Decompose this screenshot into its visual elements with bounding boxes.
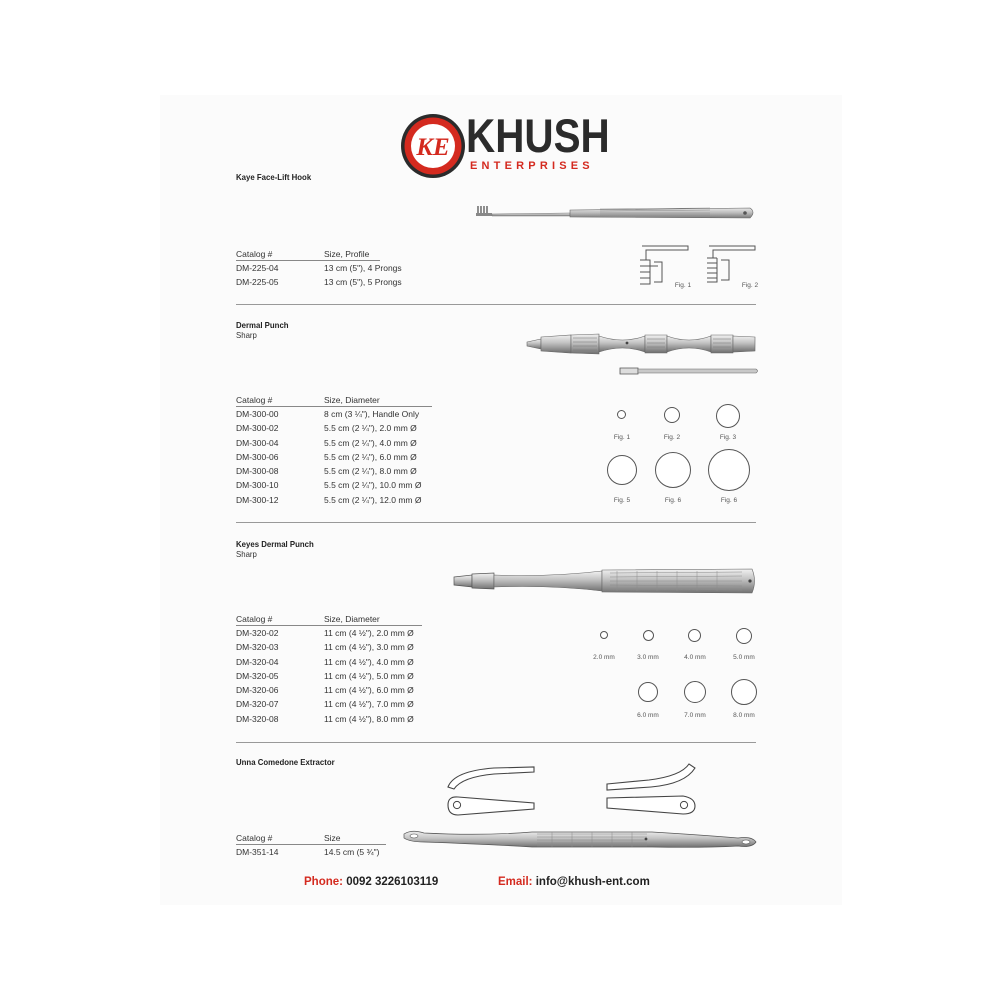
table-row: [236, 712, 422, 726]
size-value: 5.5 cm (2 ¼"), 10.0 mm Ø: [324, 480, 422, 491]
catalog-number: DM-300-12: [236, 494, 279, 505]
header-size: Size, Diameter: [324, 395, 380, 405]
dermal-punch-table: [236, 394, 432, 507]
size-value: 5.5 cm (2 ¼"), 2.0 mm Ø: [324, 423, 417, 434]
size-value: 5.5 cm (2 ¼"), 8.0 mm Ø: [324, 466, 417, 477]
table-row: [236, 464, 432, 478]
catalog-number: DM-320-07: [236, 699, 279, 710]
figure-label: Fig. 2: [663, 434, 681, 441]
catalog-number: DM-300-00: [236, 409, 279, 419]
figure-label: Fig. 3: [719, 434, 737, 441]
table-header: [236, 832, 386, 845]
figure-label: 4.0 mm: [684, 654, 706, 661]
brand-monogram-badge: [399, 112, 467, 180]
punch-diameter-figure: [617, 410, 626, 419]
figure-label: 6.0 mm: [637, 712, 659, 719]
figure-label: Fig. 6: [720, 497, 738, 504]
brand-monogram: KE: [416, 134, 450, 161]
catalog-number: DM-320-06: [236, 685, 279, 696]
table-row: [236, 683, 422, 697]
catalog-number: DM-300-02: [236, 423, 279, 434]
size-value: 11 cm (4 ½"), 6.0 mm Ø: [324, 685, 414, 696]
figure-label: 8.0 mm: [733, 712, 755, 719]
punch-diameter-figure: [688, 629, 701, 642]
catalog-number: DM-300-08: [236, 466, 279, 477]
table-row: [236, 640, 422, 654]
catalog-number: DM-351-14: [236, 847, 279, 857]
header-catalog: Catalog #: [236, 614, 273, 624]
size-value: 8 cm (3 ¼"), Handle Only: [324, 409, 420, 419]
catalog-number: DM-300-06: [236, 451, 279, 462]
phone-label: Phone:: [304, 876, 343, 888]
figure-label: Fig. 2: [741, 282, 759, 289]
table-header: [236, 248, 380, 261]
figure-label: 3.0 mm: [637, 654, 659, 661]
catalog-number: DM-225-05: [236, 277, 279, 288]
unna-extractor-table: [236, 832, 386, 859]
punch-diameter-figure: [708, 449, 750, 491]
size-value: 11 cm (4 ½"), 2.0 mm Ø: [324, 628, 414, 638]
size-value: 13 cm (5"), 5 Prongs: [324, 277, 402, 288]
punch-diameter-figure: [638, 682, 658, 702]
email-address[interactable]: info@khush-ent.com: [535, 876, 650, 888]
extractor-end-left-figure: [444, 765, 540, 823]
email-label: Email:: [498, 876, 533, 888]
kaye-hook-table: [236, 248, 402, 290]
table-row: [236, 626, 422, 640]
size-value: 5.5 cm (2 ¼"), 4.0 mm Ø: [324, 437, 417, 448]
catalog-number: DM-225-04: [236, 263, 279, 273]
size-value: 11 cm (4 ½"), 4.0 mm Ø: [324, 656, 414, 667]
table-row: [236, 669, 422, 683]
phone-number[interactable]: 0092 3226103119: [346, 876, 439, 888]
table-row: [236, 407, 432, 421]
catalog-number: DM-300-04: [236, 437, 279, 448]
size-value: 11 cm (4 ½"), 5.0 mm Ø: [324, 670, 414, 681]
catalog-number: DM-320-03: [236, 642, 279, 653]
header-size: Size, Profile: [324, 249, 370, 259]
table-row: [236, 478, 432, 492]
brand-tagline: ENTERPRISES: [470, 160, 594, 172]
figure-label: Fig. 1: [613, 434, 631, 441]
punch-diameter-figure: [716, 404, 740, 428]
header-size: Size, Diameter: [324, 614, 380, 624]
dermal-punch-tip-image: [618, 364, 760, 378]
table-row: [236, 421, 432, 435]
section-divider: [236, 522, 756, 523]
table-row: [236, 493, 432, 507]
punch-diameter-figure: [600, 631, 608, 639]
catalog-number: DM-320-08: [236, 713, 279, 724]
catalog-number: DM-320-04: [236, 656, 279, 667]
keyes-punch-instrument-image: [452, 566, 760, 596]
table-row: [236, 436, 432, 450]
table-row: [236, 655, 422, 669]
footer-phone: [304, 876, 438, 888]
size-value: 11 cm (4 ½"), 8.0 mm Ø: [324, 713, 414, 724]
section-title-kaye-hook: Kaye Face-Lift Hook: [236, 172, 312, 182]
brand-name: KHUSH: [466, 109, 610, 162]
figure-label: Fig. 5: [613, 497, 631, 504]
figure-label: 5.0 mm: [733, 654, 755, 661]
header-catalog: Catalog #: [236, 833, 273, 843]
punch-diameter-figure: [684, 681, 706, 703]
header-size: Size: [324, 833, 341, 843]
catalog-number: DM-320-05: [236, 670, 279, 681]
header-catalog: Catalog #: [236, 249, 273, 259]
section-divider: [236, 304, 756, 305]
punch-diameter-figure: [607, 455, 637, 485]
table-row: [236, 261, 402, 275]
extractor-end-right-figure: [603, 762, 699, 822]
punch-diameter-figure: [643, 630, 654, 641]
figure-label: Fig. 6: [664, 497, 682, 504]
figure-label: Fig. 1: [674, 282, 692, 289]
table-row: [236, 275, 402, 289]
table-row: [236, 845, 386, 859]
figure-label: 2.0 mm: [593, 654, 615, 661]
size-value: 5.5 cm (2 ¼"), 6.0 mm Ø: [324, 451, 417, 462]
section-subtitle: Sharp: [236, 330, 257, 340]
catalog-number: DM-300-10: [236, 480, 279, 491]
punch-diameter-figure: [731, 679, 757, 705]
header-catalog: Catalog #: [236, 395, 273, 405]
table-row: [236, 450, 432, 464]
keyes-punch-table: [236, 613, 422, 726]
punch-diameter-figure: [655, 452, 691, 488]
footer-email: [498, 876, 650, 888]
table-header: [236, 613, 422, 626]
size-value: 11 cm (4 ½"), 7.0 mm Ø: [324, 699, 414, 710]
section-divider: [236, 742, 756, 743]
unna-extractor-instrument-image: [402, 826, 758, 852]
size-value: 14.5 cm (5 ¾"): [324, 847, 380, 857]
size-value: 13 cm (5"), 4 Prongs: [324, 263, 402, 273]
table-header: [236, 394, 432, 407]
figure-label: 7.0 mm: [684, 712, 706, 719]
punch-diameter-figure: [664, 407, 680, 423]
kaye-hook-instrument-image: [470, 200, 760, 228]
size-value: 11 cm (4 ½"), 3.0 mm Ø: [324, 642, 414, 653]
table-row: [236, 697, 422, 711]
section-title-unna-extractor: Unna Comedone Extractor: [236, 757, 335, 767]
punch-diameter-figure: [736, 628, 752, 644]
size-value: 5.5 cm (2 ¼"), 12.0 mm Ø: [324, 494, 422, 505]
section-title-dermal-punch: Dermal Punch: [236, 320, 289, 330]
section-subtitle: Sharp: [236, 549, 257, 559]
dermal-punch-handle-image: [527, 331, 759, 357]
catalog-number: DM-320-02: [236, 628, 279, 638]
section-title-keyes-punch: Keyes Dermal Punch: [236, 539, 314, 549]
